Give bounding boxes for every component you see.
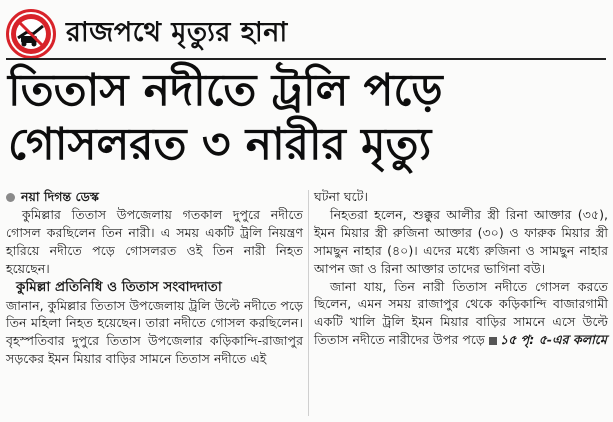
headline-line-2: গোসলরত ৩ নারীর মৃত্যু: [8, 119, 432, 170]
header-rule: [6, 58, 606, 60]
section-kicker: রাজপথে মৃত্যুর হানা: [66, 16, 288, 48]
road-accident-logo-icon: [6, 9, 56, 59]
logo-graphic: [9, 12, 53, 56]
article-paragraph: কুমিল্লার তিতাস উপজেলায় গতকাল দুপুরে নদীতে গোসল করছিলেন তিন নারী। এ সময় একটি ট্রলি নিয়ন্ত্রণ হারিয়ে নদীতে পড়ে গোসলরত ওই তিন নারী নিহত হয়েছেন।: [6, 207, 303, 276]
article-subhead: কুমিল্লা প্রতিনিধি ও তিতাস সংবাদদাতা: [16, 278, 222, 295]
article-paragraph: নিহতরা হলেন, শুক্কুর আলীর স্ত্রী রিনা আক্তার (৩৫), ইমন মিয়ার স্ত্রী রুজিনা আক্তার (৩০) ও ফারুক মিয়ার স্ত্রী সামছুন নাহার (৪০)। এদের মধ্যে রুজিনা ও সামছুন নাহার আপন জা ও রিনা আক্তার তাদের ভাগিনা বউ।: [314, 206, 608, 276]
article-paragraph: জানান, কুমিল্লার তিতাস উপজেলায় ট্রলি উল্টে নদীতে পড়ে তিন মহিলা নিহত হয়েছেন। তারা নদীতে গোসল করছিলেন। বৃহস্পতিবার দুপুরে তিতাস উপজেলার কড়িকান্দি-রাজাপুর সড়কের ইমন মিয়ার বাড়ির সামনে তিতাস নদীতে এই: [6, 297, 303, 367]
byline-text: নয়া দিগন্ত ডেস্ক: [21, 189, 99, 205]
section-header: [6, 8, 288, 60]
bullet-icon: [6, 193, 15, 202]
headline: [8, 64, 608, 172]
continued-reference: ১৫ পৃ: ৫-এর কলামে: [499, 332, 607, 348]
article-paragraph-text: জানা যায়, তিন নারী তিতাস নদীতে গোসল করতে ছিলেন, এমন সময় রাজাপুর থেকে কড়িকান্দি বাজারগামী একটি খালি ট্রলি ইমন মিয়ার বাড়ির সামনে এসে উল্টে তিতাস নদীতে নারীদের উপর পড়ে: [314, 278, 608, 348]
continued-square-icon: [489, 337, 497, 345]
article-paragraph: [314, 278, 608, 350]
column-divider: [308, 190, 309, 416]
article-column-right: [314, 188, 608, 349]
article-paragraph: ঘটনা ঘটে।: [314, 189, 369, 204]
headline-line-1: তিতাস নদীতে ট্রলি পড়ে: [8, 65, 443, 116]
article-column-left: [6, 188, 303, 368]
byline: [6, 188, 303, 206]
